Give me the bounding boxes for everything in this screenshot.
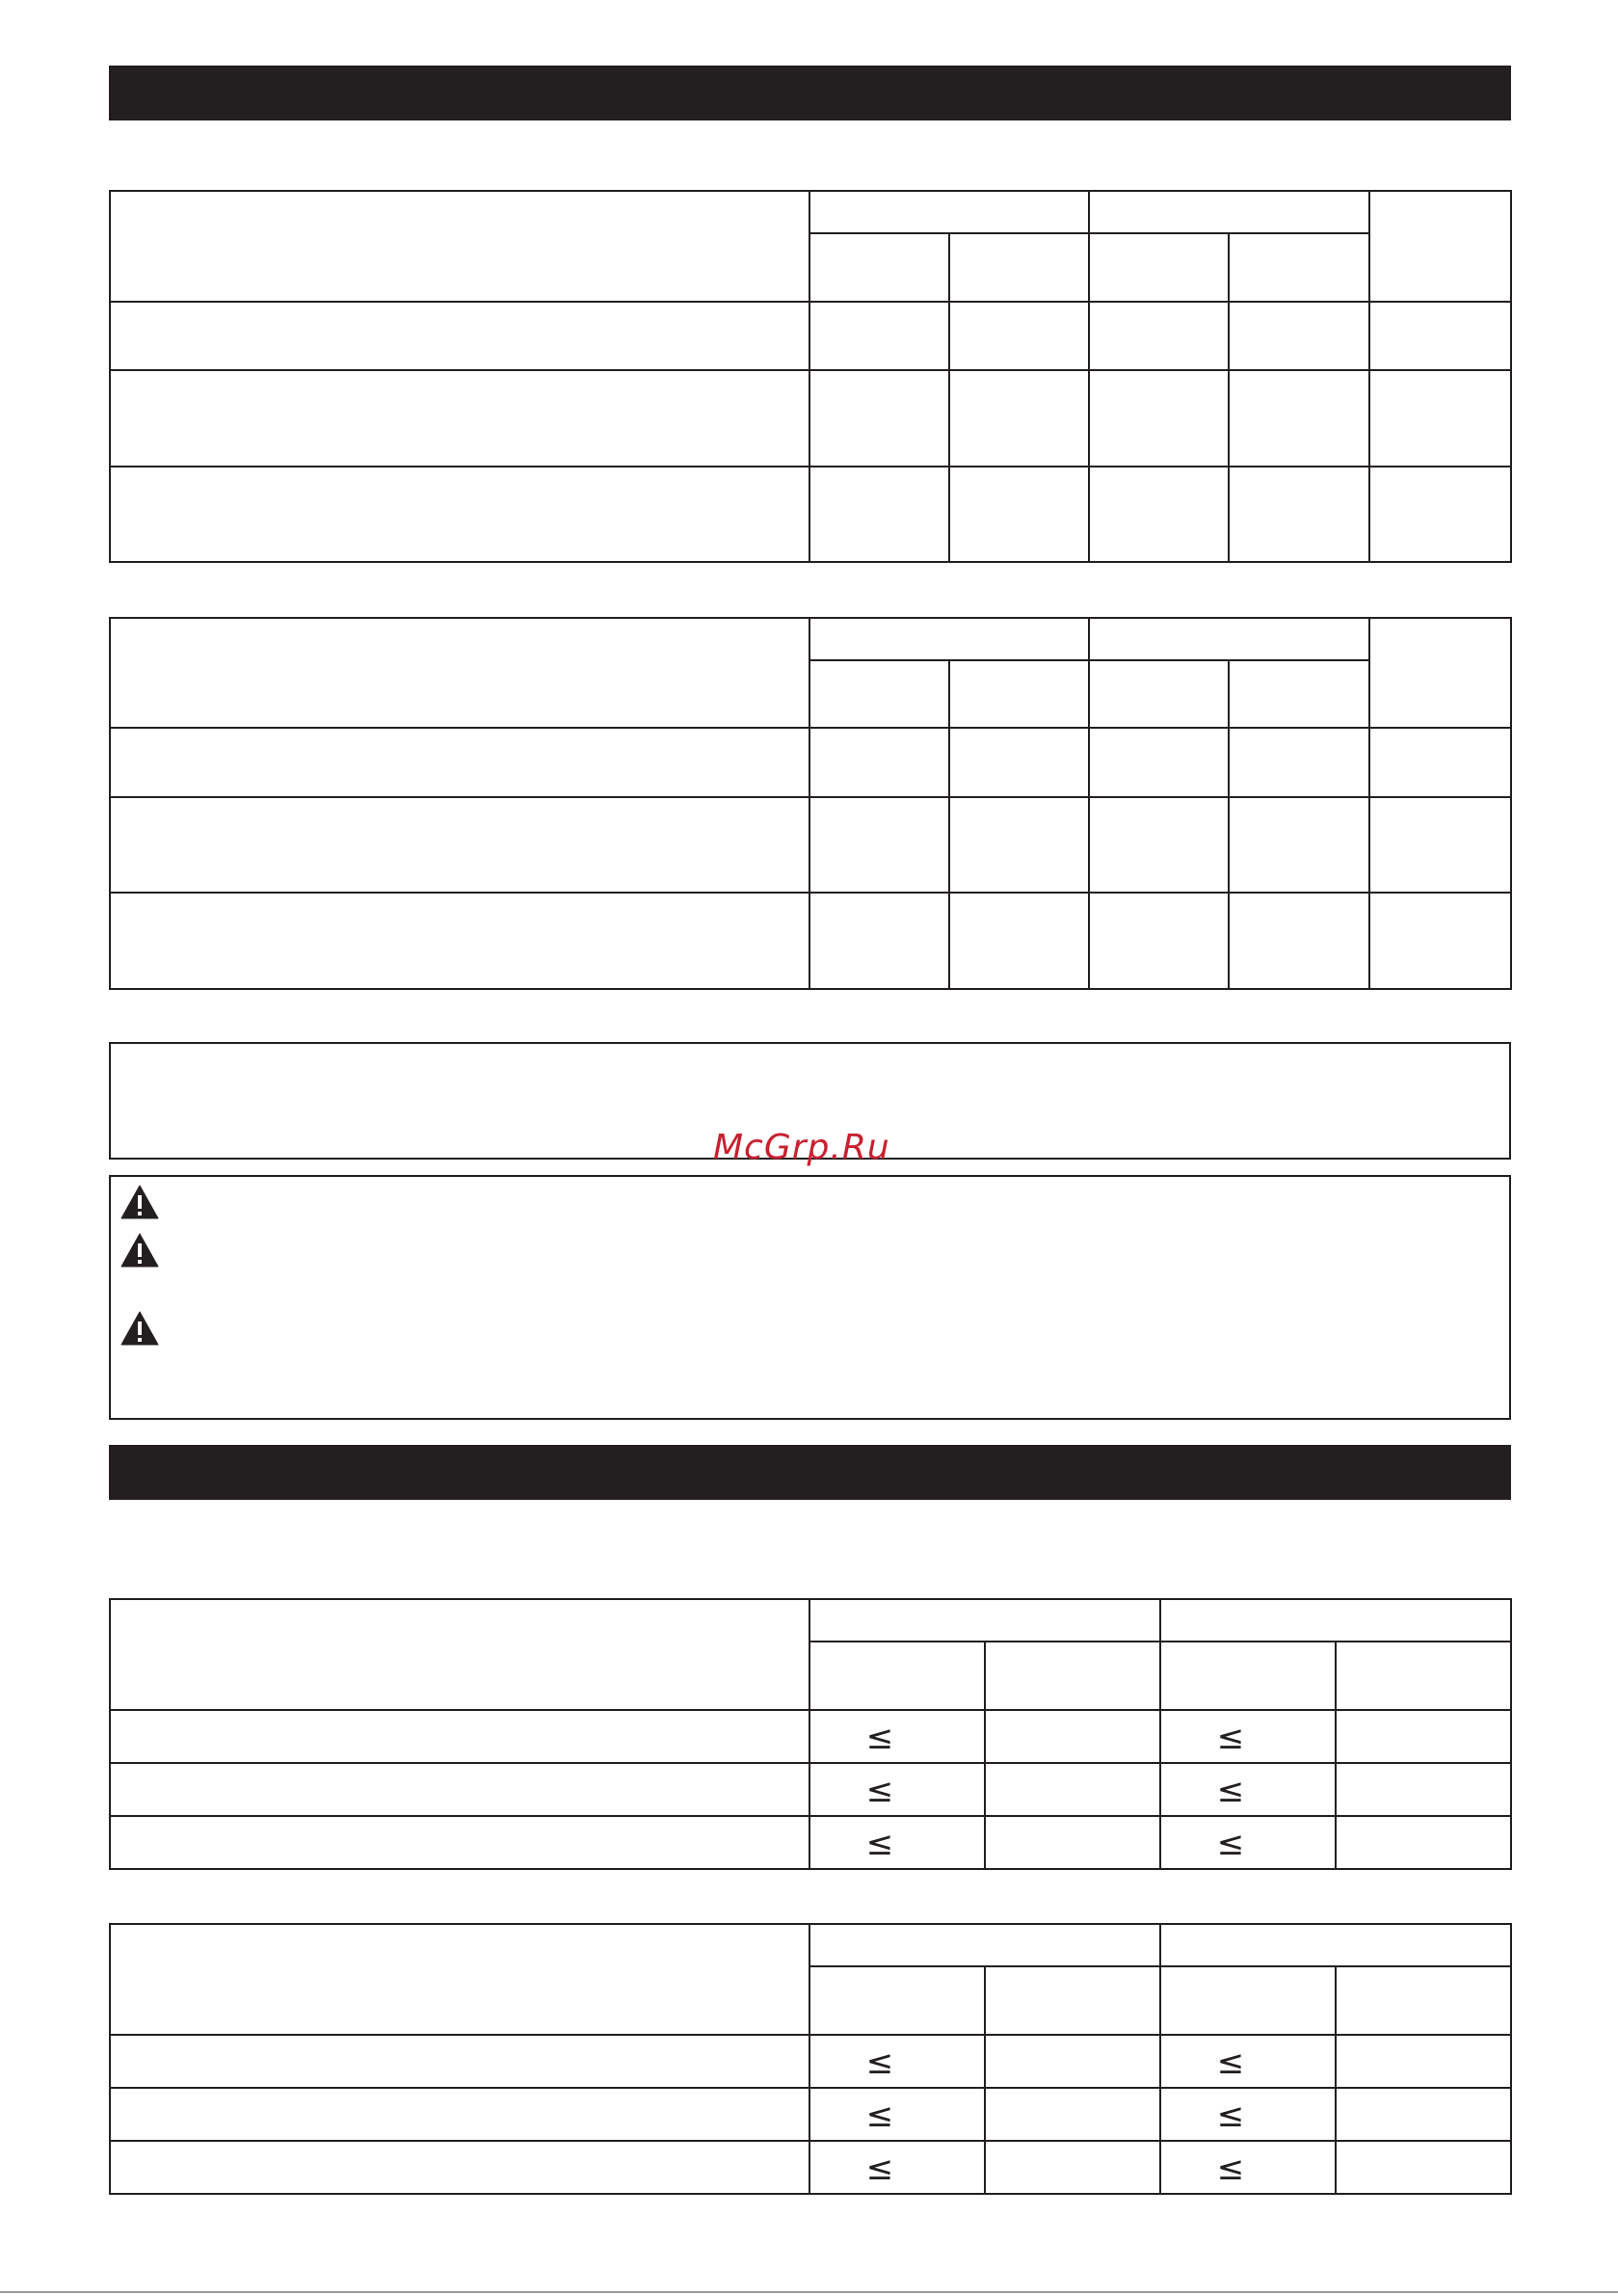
limit-symbol: ≤ — [1216, 2096, 1245, 2135]
warning-triangle-icon — [120, 1233, 159, 1268]
section-header-bar — [109, 1445, 1511, 1500]
limit-symbol: ≤ — [1216, 1719, 1245, 1757]
limit-symbol: ≤ — [865, 1825, 894, 1863]
warning-triangle-icon — [120, 1311, 159, 1346]
watermark-text: McGrp.Ru — [713, 1128, 890, 1167]
section-header-bar — [109, 66, 1511, 120]
limit-symbol: ≤ — [865, 1772, 894, 1810]
warning-box — [109, 1175, 1511, 1420]
limit-symbol: ≤ — [865, 2149, 894, 2188]
limit-symbol: ≤ — [1216, 1772, 1245, 1810]
limit-symbol: ≤ — [865, 2096, 894, 2135]
limit-symbol: ≤ — [1216, 2043, 1245, 2082]
limit-symbol: ≤ — [1216, 1825, 1245, 1863]
warning-triangle-icon — [120, 1185, 159, 1219]
footer-rule — [0, 2291, 1618, 2293]
limit-symbol: ≤ — [865, 1719, 894, 1757]
limit-symbol: ≤ — [1216, 2149, 1245, 2188]
limit-symbol: ≤ — [865, 2043, 894, 2082]
